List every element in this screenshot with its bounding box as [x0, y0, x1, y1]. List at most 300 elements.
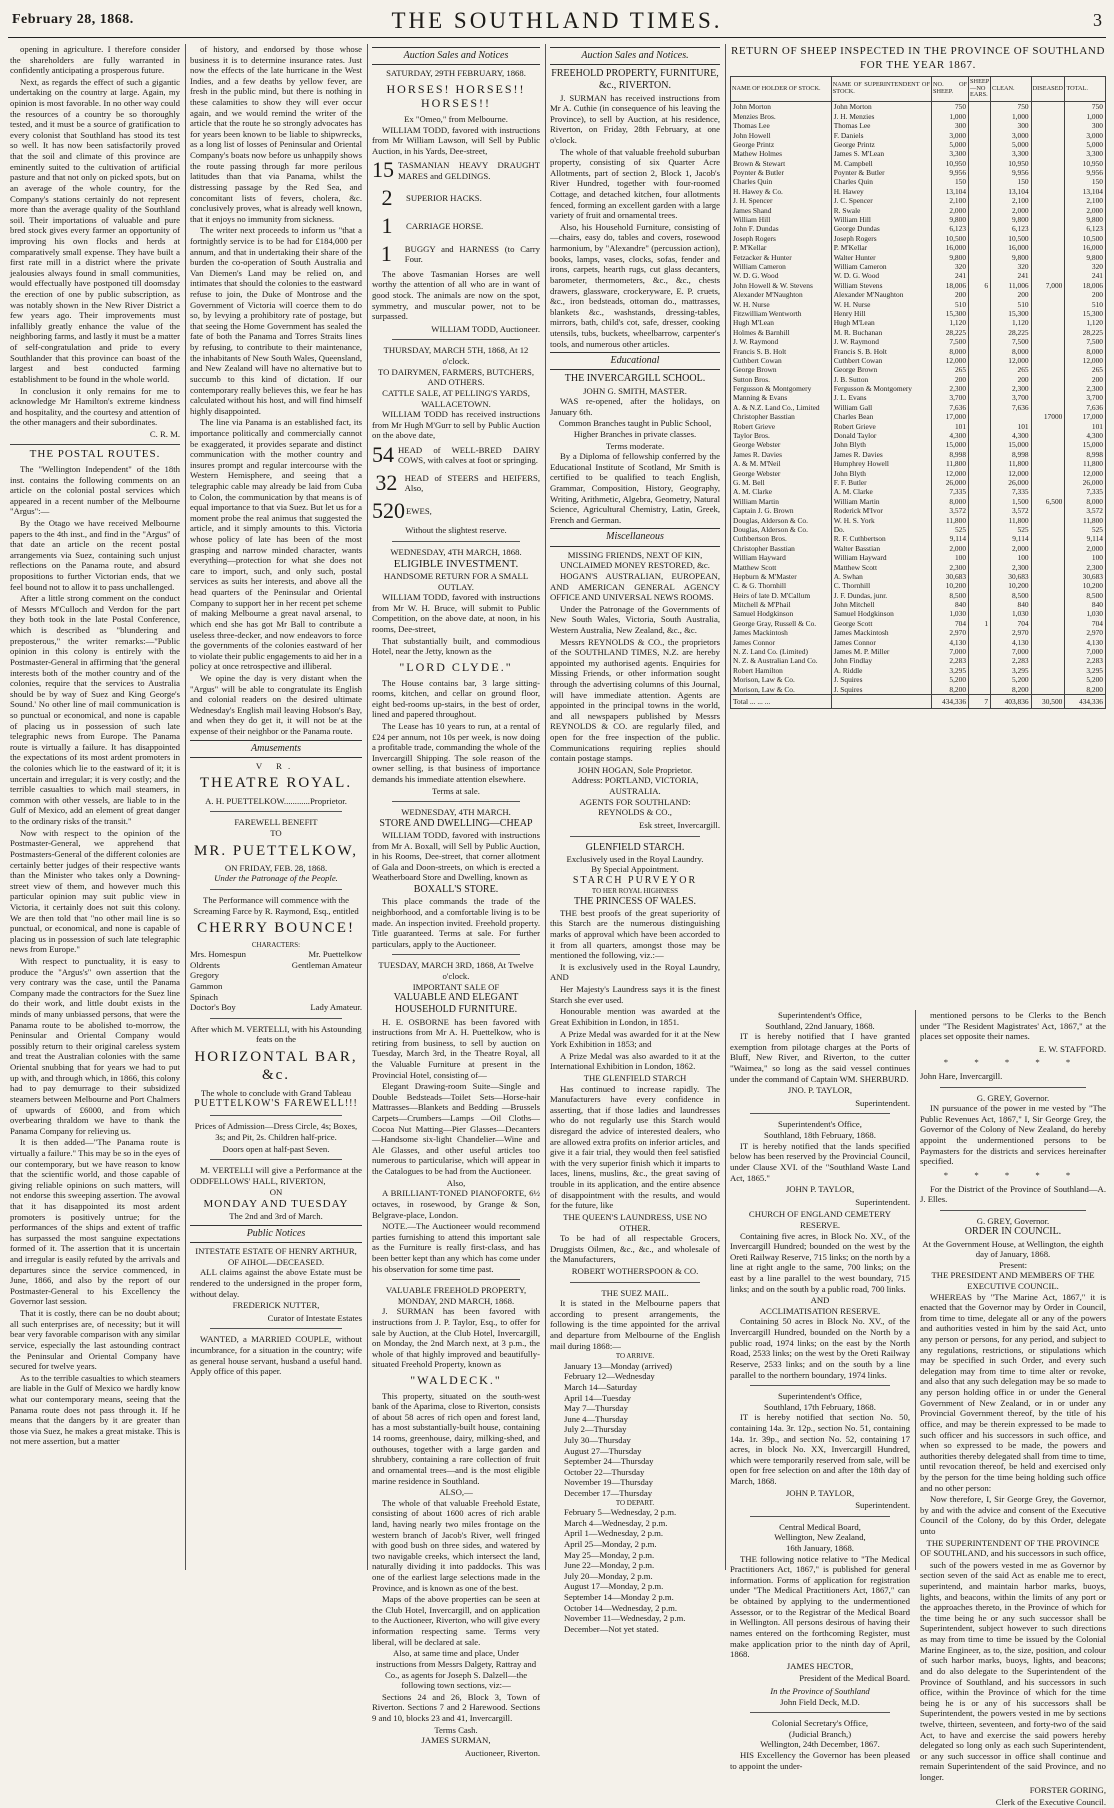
table-cell	[1031, 131, 1065, 140]
table-cell: 7,000	[1065, 647, 1106, 656]
cast-character: Spinach	[190, 991, 218, 1002]
table-row	[731, 619, 1106, 628]
table-cell: M. Campbell	[831, 159, 931, 168]
table-cell	[969, 328, 991, 337]
table-cell: 16,000	[1065, 243, 1106, 252]
table-cell: John F. Dundas	[731, 224, 832, 233]
table-cell: 1,030	[932, 609, 969, 618]
schedule-entry: September 24—Thursday	[564, 1456, 654, 1467]
table-cell: Mitchell & M'Phail	[731, 600, 832, 609]
divider	[210, 1159, 342, 1160]
paragraph: IT is hereby notified that section No. 50, containing 14a. 3r. 12p., section No. 51, containing 14a. 1r. 39p., and section No. 52, containing 17 acres, in block No. XX, Invercargill Hundred, which were temporarily reserved from sale, will be open for free selection on and after the 18th day of March, 1868.	[730, 1412, 910, 1486]
issue-date: February 28, 1868.	[12, 12, 134, 27]
cast-row	[190, 970, 362, 981]
paragraph: A Prize Medal was also awarded to it at the International Exhibition in London, 1862.	[550, 1050, 720, 1072]
schedule-entry: April 1—Wednesday, 2 p.m.	[564, 1528, 664, 1539]
table-cell	[969, 187, 991, 196]
table-row	[731, 581, 1106, 590]
table-row	[731, 140, 1106, 149]
table-row	[731, 177, 1106, 186]
schedule-entry: June 22—Monday, 2 p.m.	[564, 1560, 655, 1571]
table-cell: Poynter & Butler	[731, 168, 832, 177]
divider	[392, 954, 520, 955]
table-cell: 2,300	[932, 563, 969, 572]
table-cell	[969, 393, 991, 402]
schedule-entry: March 4—Wednesday, 2 p.m.	[564, 1517, 668, 1528]
paragraph: Next, as regards the effect of such a gigantic undertaking on the country at large. Again, my opinion is most favorable. In no other way could the resources of a country be so thoroughly tested, and it must be a source of gratification to every colonist that Southland has stood its test so well. It has now been satisfactorily proved that the soil and climate of this province are eminently suited to the cultivation of artificial pasture and that not only on picked spots, but on an average of the whole country, for the Company's stations certainly do not represent more than the average quality of the Southland soil. Their importations of valuable and pure bred stock gives every farmer an opportunity of improving his own flocks and herds at comparatively small expense. They have built a first rate mill in a district where the private jealousies always found in small communities, would effectually have postponed till doomsday the erection of one by public subscription, as was notably shown in the New River District a few years ago. Their improvements must infallibly greatly enhance the value of the neighboring farms, and lastly it must be a matter of self-congratulation and pride to every Southlander that this province can boast of the largest and best conducted farming establishment to be found in the whole world.	[10, 76, 180, 384]
paragraph: Containing 50 acres in Block No. XV., of the Invercargill Hundred, bounded on the North by a public road, 1974 links; on the east by the North Road, 2533 links; on the west by the Oreti Railway Reserve, 2533 links; and on the south by a line parallel to the northern boundary, 1974 links.	[730, 1316, 910, 1380]
table-cell: W. H. Nurse	[831, 300, 931, 309]
table-cell: 510	[1065, 300, 1106, 309]
lot-list	[372, 442, 540, 524]
paragraph: such of the powers vested in me as Governor by section seven of the said Act as enable me to erect, superintend, and maintain harbor marks, buoys, lights, and beacons, within the limits of any port or the approaches thereto, in the Province of which for the time being he or any such successor shall be Superintendent, subject however to such directions as may from time to time be issued by the Colonial Marine Engineer, as to, the size, position, and colour of such harbor marks, buoys, lights, and beacons; and do also delegate to the Superintendent of the Province of Southland, and his successors in such office, within the Province of which for the time being he is or any of his successors shall be Superintendent, the powers vested in me by sections twelve, thirteen, seventeen, and forty-two of the said Act, to have and exercise the said powers hereby delegated so long only as each such Superintendent, or any such successor in office shall continue and remain Superintendent of the said Province, and no longer.	[920, 1559, 1106, 1783]
table-cell: George Brown	[831, 365, 931, 374]
paragraph: J. SURMAN has received instructions from Mr A. Cuthie (in consequence of his leaving the Province), to sell by Auction, at his residence, Riverton, on Friday, 28th February, at one o'clock.	[550, 92, 720, 145]
table-cell: 9,800	[1065, 215, 1106, 224]
divider	[940, 1087, 1086, 1088]
table-cell: 840	[932, 600, 969, 609]
ad-title: GLENFIELD STARCH.	[585, 841, 685, 853]
section-heading: Educational	[550, 352, 720, 370]
signature: JAMES HECTOR,	[786, 1660, 854, 1671]
ad-title: MISSING FRIENDS, NEXT OF KIN, UNCLAIMED MONEY RESTORED, &c.	[560, 549, 710, 571]
table-row	[731, 215, 1106, 224]
table-row	[731, 206, 1106, 215]
table-cell: F. F. Butler	[831, 478, 931, 487]
cast-row	[190, 960, 362, 971]
table-cell: 12,000	[932, 356, 969, 365]
table-cell: 100	[1065, 553, 1106, 562]
table-cell: 525	[1065, 525, 1106, 534]
cast-row	[190, 949, 362, 960]
schedule-entry: July 2—Thursday	[564, 1424, 627, 1435]
table-cell	[969, 177, 991, 186]
table-cell: 9,956	[932, 168, 969, 177]
office-line: (Judicial Branch,)	[788, 1728, 852, 1739]
table-cell: 7,335	[991, 487, 1032, 496]
table-cell: 17,000	[1065, 412, 1106, 421]
divider	[210, 1115, 342, 1116]
divider	[750, 1516, 890, 1517]
table-cell: Holmes & Barnhill	[731, 328, 832, 337]
table-cell: 10,950	[1065, 159, 1106, 168]
paragraph: mentioned persons to be Clerks to the Bench under "The Resident Magistrates' Act, 1867," at the places set opposite their names.	[920, 1010, 1106, 1042]
signature-role: Superintendent.	[855, 1097, 910, 1108]
table-cell: A. Riddle	[831, 666, 931, 675]
table-cell: Brown & Stewart	[731, 159, 832, 168]
table-title: RETURN OF SHEEP INSPECTED IN THE PROVINCE OF SOUTHLAND FOR THE YEAR 1867.	[730, 45, 1106, 72]
table-cell: 1,000	[932, 112, 969, 121]
paragraph: HOGAN'S AUSTRALIAN, EUROPEAN, AND AMERICAN GENERAL AGENCY OFFICE AND UNIVERSAL NEWS ROOMS.	[550, 570, 720, 603]
table-cell: 2,970	[1065, 628, 1106, 637]
order-heading: ORDER IN COUNCIL.	[964, 1226, 1062, 1238]
table-cell	[1031, 224, 1065, 233]
table-cell	[969, 159, 991, 168]
signature: JNO. P. TAYLOR,	[787, 1085, 853, 1096]
table-header-cell: DISEASED	[1031, 76, 1065, 102]
notice-date: Southland, 18th February, 1868.	[764, 1130, 876, 1141]
table-cell: A. M. Clarke	[731, 487, 832, 496]
lot-item	[372, 213, 540, 240]
paragraph: This property, situated on the south-west bank of the Aparima, close to Riverton, consists of about 58 acres of rich open and forest land, has a most substantially-built house, containing 14 rooms, greenhouse, dairy, milking-shed, and outhouses, together with a large garden and shrubbery, containing a rare collection of fruit and ornamental trees—and is the most eligible marine residence in Southland.	[372, 1390, 540, 1486]
table-row	[731, 281, 1106, 290]
table-cell: George Dundas	[831, 224, 931, 233]
table-row	[731, 591, 1106, 600]
table-cell: 2,300	[991, 563, 1032, 572]
table-cell: 15,300	[1065, 309, 1106, 318]
table-cell: 3,295	[1065, 666, 1106, 675]
table-row	[731, 112, 1106, 121]
table-row	[731, 243, 1106, 252]
divider	[750, 1113, 890, 1114]
table-cell: 2,000	[932, 206, 969, 215]
agents-label: AGENTS FOR SOUTHLAND:	[579, 796, 691, 807]
table-cell: J. H. Spencer	[731, 196, 832, 205]
lot-quantity: 520	[372, 497, 405, 523]
divider	[392, 541, 520, 542]
table-cell: 840	[1065, 600, 1106, 609]
table-cell: 7,000	[932, 647, 969, 656]
table-cell: 9,800	[991, 215, 1032, 224]
cast-row	[190, 1002, 362, 1013]
table-cell	[1031, 356, 1065, 365]
present-label: Present:	[999, 1259, 1027, 1270]
table-cell	[1031, 516, 1065, 525]
reserve-line: Without the slightest reserve.	[405, 525, 507, 536]
cast-character: Doctor's Boy	[190, 1002, 236, 1013]
sheep-return	[730, 44, 1106, 1004]
table-cell: 1,120	[991, 318, 1032, 327]
table-cell: 8,000	[932, 347, 969, 356]
table-cell: Poynter & Butler	[831, 168, 931, 177]
terms-line: Terms Cash.	[434, 1724, 478, 1735]
table-cell	[1031, 534, 1065, 543]
schedule-label: TO ARRIVE.	[615, 1352, 655, 1361]
to-label: TO	[270, 827, 282, 838]
table-cell: 265	[991, 365, 1032, 374]
paragraph: WILLIAM TODD, favored with instructions from Mr William Lawson, will Sell by Public Auction, in his Yards, Dee-street,	[372, 124, 540, 156]
table-cell: P. M'Kellar	[731, 243, 832, 252]
table-cell	[1031, 544, 1065, 553]
table-cell: 750	[991, 102, 1032, 112]
paragraph: That substantially built, and commodious Hotel, near the Jetty, known as the	[372, 635, 540, 657]
store-name: BOXALL'S STORE.	[413, 884, 499, 896]
table-row	[731, 656, 1106, 665]
table-cell	[969, 544, 991, 553]
table-cell: 1,030	[1065, 609, 1106, 618]
table-cell: 2,100	[932, 196, 969, 205]
table-cell: John Howell & W. Stevens	[731, 281, 832, 290]
signature-role: Superintendent.	[855, 1500, 910, 1511]
paragraph: The whole of that valuable freehold suburban property, consisting of six Quarter Acre Allotments, part of section 2, Block 1, Jacob's River Hundred, together with four-roomed Cottage, and detached kitchen, four allotments fenced, forming an excellent garden with a large variety of fruit and ornamental trees.	[550, 146, 720, 221]
paragraph: To be had of all respectable Grocers, Druggists Oilmen, &c., &c., and wholesale of the Manufacturers,	[550, 1233, 720, 1265]
table-cell: 12,000	[1065, 356, 1106, 365]
table-cell: 8,998	[1065, 450, 1106, 459]
address-line: Address: PORTLAND, VICTORIA, AUSTRALIA.	[571, 775, 699, 797]
paragraph: Elegant Drawing-room Suite—Single and Double Bedsteads—Toilet Sets—Horse-hair Mattrasses—Blankets and Bedding —Brussels Carpets—Crumbers—Lamps —Oil Cloths—Cocoa Nut Matting—Pier Glasses—Decanters—Handsome six-light Chandelier—Wine and Ale Glasses, and other useful articles too numerous to particularise, which will appear in the Catalogues to be had from the Auctioneer.	[372, 1081, 540, 1177]
table-cell: 9,800	[932, 215, 969, 224]
table-row	[731, 412, 1106, 421]
table-cell	[1031, 347, 1065, 356]
proprietor-line: A. H. PUETTELKOW............Proprietor.	[205, 795, 347, 806]
table-cell: William Hill	[831, 215, 931, 224]
cast-actor: Gentleman Amateur	[291, 959, 362, 970]
table-cell: Walter Hunter	[831, 253, 931, 262]
table-cell	[1031, 572, 1065, 581]
table-cell: 8,500	[932, 591, 969, 600]
table-cell: J. W. Raymond	[831, 337, 931, 346]
table-cell: 28,225	[1065, 328, 1106, 337]
table-cell: 7,636	[1065, 403, 1106, 412]
table-cell	[969, 309, 991, 318]
table-row	[731, 224, 1106, 233]
table-cell: 6,123	[932, 224, 969, 233]
lot-quantity: 54	[372, 441, 394, 467]
table-row	[731, 262, 1106, 271]
table-cell: 750	[932, 102, 969, 112]
table-row	[731, 553, 1106, 562]
table-cell	[969, 450, 991, 459]
table-cell: James R. Davies	[731, 450, 832, 459]
table-cell: 200	[932, 375, 969, 384]
table-cell: 1,120	[932, 318, 969, 327]
paragraph: After which M. VERTELLI, with his Astounding feats on the	[190, 1023, 362, 1045]
cast-row	[190, 981, 362, 992]
table-cell: 3,300	[991, 149, 1032, 158]
table-cell: 15,000	[932, 440, 969, 449]
table-cell	[969, 656, 991, 665]
table-cell: William Martin	[731, 497, 832, 506]
table-row	[731, 300, 1106, 309]
table-cell: 2,300	[932, 384, 969, 393]
table-cell	[1031, 431, 1065, 440]
assessor-name: John Field Deck, M.D.	[780, 1696, 860, 1707]
table-cell: 265	[1065, 365, 1106, 374]
table-row	[731, 422, 1106, 431]
table-cell: 2,000	[932, 544, 969, 553]
table-cell	[1031, 271, 1065, 280]
column-rule	[725, 44, 726, 1570]
table-cell: J. H. Menzies	[831, 112, 931, 121]
table-cell: 11,800	[932, 516, 969, 525]
performance-date: ON FRIDAY, FEB. 28, 1868.	[224, 862, 328, 873]
schedule-entry: December—Not yet stated.	[564, 1623, 659, 1634]
table-row	[731, 168, 1106, 177]
cast-actor: Mr. Puettelkow	[308, 949, 362, 960]
table-cell: Hugh M'Lean	[731, 318, 832, 327]
lot-quantity: 1	[380, 240, 392, 266]
table-cell	[969, 403, 991, 412]
table-cell: 18,006	[932, 281, 969, 290]
table-row	[731, 497, 1106, 506]
paragraph: This place commands the trade of the neighborhood, and a comfortable living is to be made. An inspection invited. Freehold property. Title guaranteed. Terms at sale. For further particulars, apply to the Auctioneer.	[372, 896, 540, 949]
paragraph: WANTED, a MARRIED COUPLE, without incumbrance, for a situation in the country; wife as general house servant, husband a useful hand. Apply office of this paper.	[190, 1334, 362, 1377]
table-cell: James S. M'Lean	[831, 149, 931, 158]
table-cell	[1031, 384, 1065, 393]
section-heading: Miscellaneous	[550, 528, 720, 546]
lot-item	[372, 470, 540, 497]
table-cell: 9,800	[991, 253, 1032, 262]
signature: E. W. STAFFORD.	[1038, 1043, 1106, 1054]
table-header-row	[731, 76, 1106, 102]
lot-description: EWES,	[406, 505, 432, 516]
paragraph: Also, at same time and place, Under instructions from Messrs Dalgety, Rattray and Co., as agents for Joseph S. Dalzell—the following town sections, viz:—	[375, 1648, 537, 1691]
table-cell	[1031, 159, 1065, 168]
table-row	[731, 271, 1106, 280]
table-cell: 17000	[1031, 412, 1065, 421]
table-row	[731, 534, 1106, 543]
table-cell: George Gray, Russell & Co.	[731, 619, 832, 628]
ad-title: THE PRINCESS OF WALES.	[573, 895, 697, 907]
table-cell: Robert Hamilton	[731, 666, 832, 675]
table-cell: 11,006	[991, 281, 1032, 290]
paragraph: Honourable mention was awarded at the Great Exhibition in London, in 1851.	[550, 1006, 720, 1027]
paragraph: IT is hereby notified that I have granted exemption from pilotage charges at the Ports of Bluff, New River, and Riverton, to the cutter "Waimea," so long as the said vessel continues under the command of Captain WM. SHERBURD.	[730, 1031, 910, 1084]
table-cell: 16,000	[932, 243, 969, 252]
table-cell: 8,000	[1065, 497, 1106, 506]
column-rule	[545, 44, 546, 1570]
table-cell	[969, 112, 991, 121]
table-cell: 12,000	[991, 469, 1032, 478]
table-cell	[969, 675, 991, 684]
table-cell: 200	[991, 375, 1032, 384]
paragraph: The writer next proceeds to inform us "that a fortnightly service is to be had for £184,000 per annum, and that in undertaking their share of the burden the co-operation of South Australia and Van Diemen's Land may be relied on, and intimates that should the colonies to the eastward refuse to join, the Duke of Montrose and the Government of Victoria will coerce them to do so, by levying a prohibitory rate of postage, but that seeing the Home Government has sealed the fate of both the Panama and Torres Straits lines by refusing, to contribute to their maintenance, the inhabitants of New South Wales, Queensland, and New Zealand will have no alternative but to succumb to this kind of dictation. If our contemporary really believes this, we fear he has calculated without his host, and will find himself highly disappointed.	[190, 225, 362, 416]
ad-subtitle: THE GLENFIELD STARCH	[583, 1072, 687, 1083]
table-cell: George Scott	[831, 619, 931, 628]
table-cell: 100	[991, 553, 1032, 562]
paragraph: Her Majesty's Laundress says it is the finest Starch she ever used.	[550, 984, 720, 1005]
table-cell	[969, 497, 991, 506]
table-cell: William Cameron	[731, 262, 832, 271]
divider	[940, 1210, 1086, 1211]
table-cell: James M. P. Miller	[831, 647, 931, 656]
on-label: ON	[269, 1187, 283, 1198]
table-cell: 5,200	[932, 675, 969, 684]
lot-item	[372, 498, 540, 525]
table-cell: 1,500	[991, 497, 1032, 506]
table-header-cell: TOTAL.	[1065, 76, 1106, 102]
paragraph: After a little strong comment on the conduct of Messrs M'Culloch and Verdon for the part they both took in the late Postal Conference, which is described as "blundering and preposterous," the writer remarks:—"Public opinion in this colony is entirely with the Postmaster-General in affirming that 'the general interests both of the mother country and of the colonies, require that the services to Australia should be by way of Suez and King George's Sound.' No other line of mail communication is so punctual or economical, and none is capable of placing us in possession of such late telegraphic news from Europe. The Panama route is virtually a failure. It has disappointed the expectations of its most ardent promoters in the colonies which lie to the eastward of it; it is uncertain and irregular; it is very costly; and the terrible casualties to which mail steamers, in common with other vessels, are liable to in the Gulf of Mexico, add an element of great danger to the ordinary risks of the transit."	[10, 593, 180, 827]
patronage-line: Under the Patronage of the People.	[214, 873, 338, 884]
divider	[570, 836, 700, 837]
paragraph: IT is hereby notified that the lands specified below has been reserved by the Provincial Council, under Clause XVI. of the "Southland Waste Land Act, 1865."	[730, 1140, 910, 1183]
table-cell	[969, 563, 991, 572]
ad-title: VALUABLE FREEHOLD PROPERTY,	[385, 1285, 527, 1296]
sale-date: WEDNESDAY, 4TH MARCH, 1868.	[390, 547, 522, 558]
table-cell: 3,300	[932, 149, 969, 158]
table-cell: William Gall	[831, 403, 931, 412]
table-total-cell: 434,336	[932, 694, 969, 708]
table-cell: 100	[932, 553, 969, 562]
act-title: HORIZONTAL BAR, &c.	[194, 1048, 358, 1084]
table-cell	[1031, 647, 1065, 656]
ad-title: STORE AND DWELLING—CHEAP	[379, 817, 533, 829]
table-cell: 13,104	[932, 187, 969, 196]
table-cell: 8,500	[1065, 591, 1106, 600]
table-cell	[969, 234, 991, 243]
signature: JOHN HOGAN, Sole Proprietor.	[577, 764, 693, 775]
table-cell: 8,500	[991, 591, 1032, 600]
table-cell: Roderick M'Ivor	[831, 506, 931, 515]
paragraph: That it is costly, there can be no doubt about; all such enterprises are, of necessity; but it will bear very favorable comparison with any similar service, especially the last astounding contract the Peninsular and Oriental Company have secured for twelve years.	[10, 1308, 180, 1372]
table-row	[731, 666, 1106, 675]
table-total-cell: 7	[969, 694, 991, 708]
table-cell	[969, 666, 991, 675]
paragraph: The line via Panama is an established fact, its importance politically and commercially cannot be exaggerated, it provides separate and distinct communication with the mother country and insures prompt and regular intercourse with the Western Hemisphere, and seeing that a telegraphic cable may already be laid from Cuba to Colon, the communication by that means is of equal importance to that via Suez. But let us for a moment probe the real animus that suggested the article, and it simply amounts to this. Victoria whose policy of late has been of the most grasping and narrow minded character, wants everything—protection for what she does not care to import, such, and only such, postal services as suits her interests, and above all the head quarters of the Peninsular and Oriental Company to support her in her recent pet scheme of making Melbourne a great naval arsenal, to which end she has got Mr Ball to contribute a useless three-decker, and now endeavors to force the governments of the colonies eastward of her to violate their public engagements to aid her in a policy at once retrospective and illiberal.	[190, 417, 363, 672]
schedule-entry: May 7—Thursday	[564, 1403, 628, 1414]
table-cell: 7,000	[1031, 281, 1065, 290]
divider	[210, 1018, 342, 1019]
table-cell: 1,000	[1065, 112, 1106, 121]
signature: ROBERT WOTHERSPOON & CO.	[571, 1265, 699, 1276]
table-cell: 241	[991, 271, 1032, 280]
paragraph: opening in agriculture. I therefore consider the shareholders are fully warranted in confidently anticipating a prosperous future.	[10, 44, 180, 76]
table-cell: 4,300	[1065, 431, 1106, 440]
table-cell: Matthew Scott	[831, 563, 931, 572]
table-cell: Charles Quin	[731, 177, 832, 186]
table-row	[731, 403, 1106, 412]
notice-heading: INTESTATE ESTATE OF HENRY ARTHUR, OF AIHOL—DECEASED.	[195, 1246, 357, 1267]
table-cell: 2,000	[1065, 206, 1106, 215]
table-cell: 320	[1065, 262, 1106, 271]
conclude-line: The whole to conclude with Grand Tableau	[200, 1087, 352, 1098]
divider	[392, 339, 520, 340]
paragraph: NOTE.—The Auctioneer would recommend parties furnishing to attend this important sale as the Furniture is really first-class, and has been better kept than any which has come under his observation for some time past.	[372, 1221, 540, 1274]
table-total-cell: Total ... ... ...	[731, 694, 832, 708]
table-cell: Alexander M'Naughton	[731, 290, 832, 299]
paragraph: ALL claims against the above Estate must be rendered to the undersigned in the proper form, without delay.	[190, 1267, 362, 1299]
sale-date: THURSDAY, MARCH 5TH, 1868, At 12 o'clock.	[383, 345, 529, 367]
table-cell	[1031, 168, 1065, 177]
paragraph: WILLIAM TODD, favored with instructions from Mr W. H. Bruce, will submit to Public Competition, on the above date, at noon, in his rooms, Dee-street,	[372, 592, 540, 635]
table-cell: 2,100	[991, 196, 1032, 205]
paragraph: Messrs REYNOLDS & CO., the proprietors of the SOUTHLAND TIMES, N.Z. are hereby appointed my authorised agents. Enquiries for Missing Friends, or other information sought through the advertising columns of this Journal, will have immediate attention. Agents are appointed in the principal towns in the world, and all newspapers published by Messrs REYNOLDS & CO. are regularly filed, and open for the free inspection of the public. Communications requiring replies should contain postage stamps.	[550, 636, 720, 764]
table-cell: 26,000	[1065, 478, 1106, 487]
table-cell: 3,700	[1065, 393, 1106, 402]
table-row	[731, 440, 1106, 449]
office-line: Superintendent's Office,	[778, 1119, 862, 1130]
table-cell	[969, 365, 991, 374]
divider	[210, 1328, 342, 1329]
signature: FORSTER GORING,	[1029, 1784, 1106, 1795]
paragraph: Has continued to increase rapidly. The Manufacturers have every confidence in asserting, that if those ladies and laundresses who do not regularly use this Starch would disregard the advice of interested dealers, who are allowed extra profits on inferior articles, and give it a fair trial, they would then feel satisfied with the very superior finish which it imparts to laces, linens, muslins, &c., the great saving of trouble in its application, and the entire absence of disappointment with the results, and would for the future, like	[550, 1083, 720, 1211]
table-cell	[1031, 403, 1065, 412]
table-cell: James R. Davies	[831, 450, 931, 459]
lot-list	[372, 157, 540, 267]
table-cell: 10,200	[991, 581, 1032, 590]
table-cell: 320	[932, 262, 969, 271]
table-row	[731, 563, 1106, 572]
table-cell: 3,572	[932, 506, 969, 515]
signature-role: Curator of Intestate Estates	[267, 1312, 362, 1323]
table-cell: 150	[932, 177, 969, 186]
table-cell: Taylor Bros.	[731, 431, 832, 440]
paragraph: It is exclusively used in the Royal Laundry, AND	[550, 961, 720, 983]
table-cell: Morison, Law & Co.	[731, 685, 832, 695]
table-row	[731, 431, 1106, 440]
table-cell: 2,970	[932, 628, 969, 637]
table-cell: 9,956	[991, 168, 1032, 177]
table-cell	[1031, 121, 1065, 130]
table-row	[731, 487, 1106, 496]
reserve-heading: ACCLIMATISATION RESERVE.	[759, 1305, 881, 1316]
table-cell	[1031, 196, 1065, 205]
table-cell: William Cameron	[831, 262, 931, 271]
lot-item	[372, 185, 540, 212]
paragraph: With respect to punctuality, it is easy to produce the "Argus's" own assertion that the very contrary was the case, until the Panama Company made the contractors for the Suez line do their work, and little doubt exists in the minds of many unbiassed persons, that were the Panama route to be abolished to-morrow, the Peninsular and Oriental Company would possibly return to their original careless system and treat the Australian colonies with the same Oriental snubbing that for years we had to put up with, and through which, in 1866, this colony had to pay demurrage to their subsidized steamers between Melbourne and Port Chalmers of upwards of £6000, and from which overbearing thraldom we have to thank the Panama Company for relieving us.	[10, 955, 180, 1136]
table-row	[731, 290, 1106, 299]
lot-item	[372, 241, 540, 268]
